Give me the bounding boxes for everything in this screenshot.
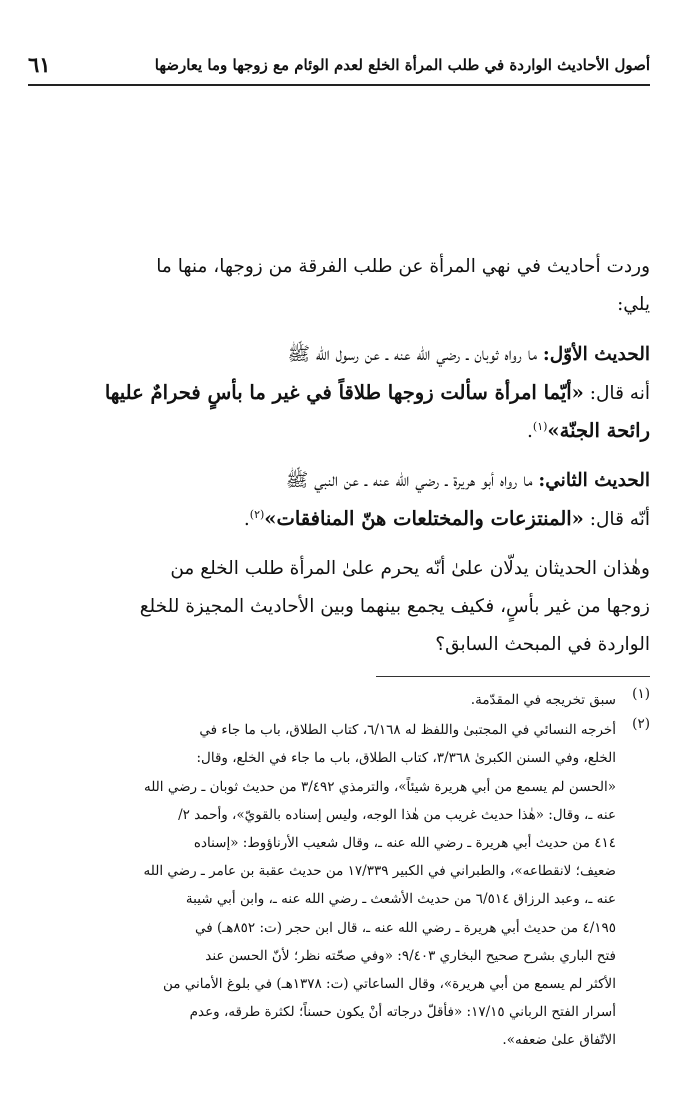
period: . — [243, 509, 250, 530]
hadith-1-line — [44, 412, 650, 450]
footnote-ref-1: (١) — [532, 419, 548, 433]
footnote-line: الخلع، وفي السنن الكبرىٰ ٣/٣٦٨، كتاب الطلاق، باب ما جاء في الخلع، وقال: — [196, 750, 616, 767]
hadith-1-quote-end: رائحة الجنّة» — [547, 419, 650, 442]
hadith-1-quote: «أيّما امرأة سألت زوجها طلاقاً في غير ما بأسٍ فحرامٌ عليها — [104, 381, 584, 404]
hadith-2-line — [44, 462, 650, 500]
main-text — [44, 248, 650, 664]
running-header — [28, 52, 650, 86]
hadith-2-label: الحديث الثاني: — [538, 470, 650, 491]
discussion-line: الواردة في المبحث السابق؟ — [435, 634, 650, 655]
hadith-1-prefix: أنه قال: — [583, 383, 650, 404]
footnote-rule — [376, 676, 650, 677]
footnote-line: الاتّفاق علىٰ ضعفه». — [502, 1032, 616, 1049]
header-rule — [28, 84, 650, 86]
hadith-1-text: ما رواه ثوبان ـ رضي الله عنه ـ عن رسول الله ﷺ — [287, 344, 543, 365]
footnote-line: فتح الباري بشرح صحيح البخاري ٩/٤٠٣: «وفي صحّته نظر؛ لأنّ الحسن عند — [205, 947, 616, 964]
hadith-1-line — [44, 336, 650, 374]
footnote-number: (١) — [632, 686, 650, 702]
footnote-line: «الحسن لم يسمع من أبي هريرة شيئاً»، والترمذي ٣/٤٩٢ من حديث ثوبان ـ رضي الله — [143, 778, 616, 795]
footnote-1 — [44, 686, 650, 714]
discussion-line: زوجها من غير بأسٍ، فكيف يجمع بينهما وبين الأحاديث المجيزة للخلع — [139, 596, 650, 617]
hadith-2-text: ما رواه أبو هريرة ـ رضي الله عنه ـ عن النبي ﷺ — [285, 470, 539, 491]
hadith-2-prefix: أنّه قال: — [583, 509, 650, 530]
hadith-2-line — [44, 500, 650, 538]
footnotes — [44, 686, 650, 1054]
hadith-1-label: الحديث الأوّل: — [542, 344, 650, 365]
period: . — [527, 421, 533, 442]
discussion-line: وهٰذان الحديثان يدلّان علىٰ أنّه يحرم علىٰ المرأة طلب الخلع من — [170, 558, 650, 579]
running-title: أصول الأحاديث الواردة في طلب المرأة الخلع لعدم الوئام مع زوجها وما يعارضها — [154, 56, 650, 74]
footnote-line: الأكثر لم يسمع من أبي هريرة»، وقال الساعاتي (ت: ١٣٧٨هـ) في بلوغ الأماني من — [162, 975, 616, 992]
footnote-line: أسرار الفتح الرباني ١٧/١٥: «فأقلّ درجاته أنْ يكون حسناً؛ لكثرة طرقه، وعدم — [189, 1004, 616, 1021]
footnote-line: عنه ـ، وقال: «هٰذا حديث غريب من هٰذا الوجه، وليس إسناده بالقويّ»، وأحمد ٢/ — [178, 806, 616, 823]
footnote-line: ٤١٤ من حديث أبي هريرة ـ رضي الله عنه ـ، وقال شعيب الأرناؤوط: «إسناده — [193, 834, 616, 851]
footnote-line: أخرجه النسائي في المجتبىٰ واللفظ له ٦/١٦٨، كتاب الطلاق، باب ما جاء في — [199, 722, 616, 739]
footnote-2 — [44, 716, 650, 1054]
footnote-line: ضعيف؛ لانقطاعه»، والطبراني في الكبير ١٧/٣٣٩ من حديث عقبة بن عامر ـ رضي الله — [143, 863, 616, 880]
footnote-line: عنه ـ، وعبد الرزاق ٦/٥١٤ من حديث الأشعث ـ رضي الله عنه ـ، وابن أبي شيبة — [185, 891, 616, 908]
intro-line: يلي: — [617, 294, 650, 315]
footnote-ref-2: (٢) — [249, 507, 265, 521]
hadith-2-quote: «المنتزعات والمختلعات هنّ المنافقات» — [264, 507, 584, 530]
footnote-number: (٢) — [632, 716, 650, 733]
footnote-line: ٤/١٩٥ من حديث أبي هريرة ـ رضي الله عنه ـ، قال ابن حجر (ت: ٨٥٢هـ) في — [195, 919, 616, 936]
intro-line: وردت أحاديث في نهي المرأة عن طلب الفرقة من زوجها، منها ما — [156, 256, 650, 277]
page-number: ٦١ — [28, 52, 51, 77]
footnote-line: سبق تخريجه في المقدّمة. — [470, 692, 616, 708]
hadith-1-line — [44, 374, 650, 412]
